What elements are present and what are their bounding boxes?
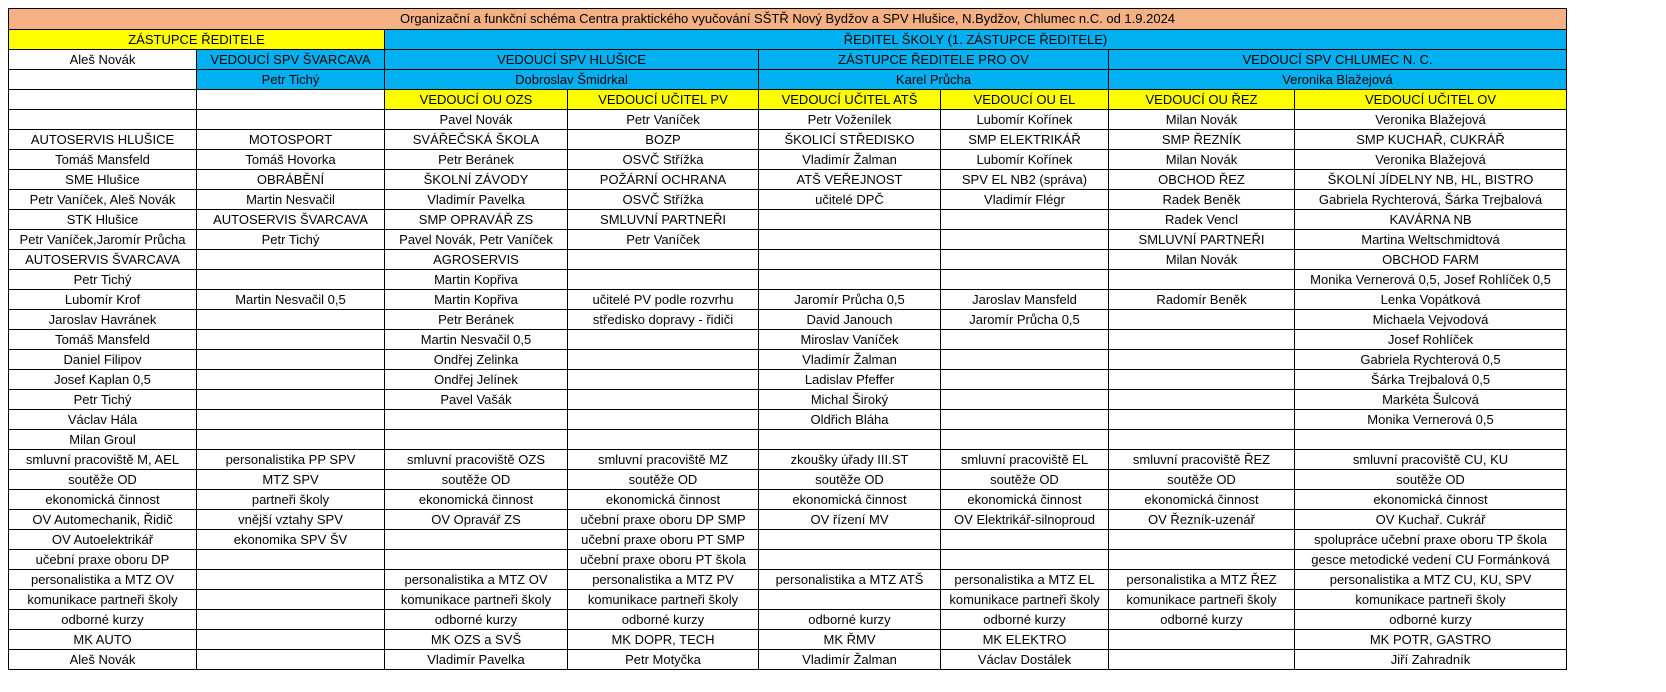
table-cell: Markéta Šulcová: [1295, 390, 1567, 410]
table-cell: MK AUTO: [9, 630, 197, 650]
table-cell: Petr Tichý: [9, 390, 197, 410]
table-cell: odborné kurzy: [568, 610, 759, 630]
table-cell: Ondřej Jelínek: [385, 370, 568, 390]
table-cell: soutěže OD: [385, 470, 568, 490]
table-row: [9, 110, 1567, 130]
table-cell: MTZ SPV: [197, 470, 385, 490]
table-cell: SMP ELEKTRIKÁŘ: [941, 130, 1109, 150]
table-cell: [197, 310, 385, 330]
table-cell: ekonomická činnost: [1295, 490, 1567, 510]
table-row: [9, 190, 1567, 210]
table-cell: smluvní pracoviště OZS: [385, 450, 568, 470]
table-cell: Petr Tichý: [197, 230, 385, 250]
table-cell: Tomáš Hovorka: [197, 150, 385, 170]
chlumec-name: Veronika Blažejová: [1109, 70, 1567, 90]
table-cell: [568, 270, 759, 290]
table-cell: MOTOSPORT: [197, 130, 385, 150]
table-cell: [759, 210, 941, 230]
table-cell: KAVÁRNA NB: [1295, 210, 1567, 230]
table-cell: soutěže OD: [759, 470, 941, 490]
table-cell: [941, 530, 1109, 550]
table-cell: [941, 330, 1109, 350]
table-row: [9, 350, 1567, 370]
table-cell: Daniel Filipov: [9, 350, 197, 370]
table-cell: MK OZS a SVŠ: [385, 630, 568, 650]
table-cell: Ondřej Zelinka: [385, 350, 568, 370]
table-cell: ekonomika SPV ŠV: [197, 530, 385, 550]
table-cell: [1295, 430, 1567, 450]
table-cell: [197, 350, 385, 370]
table-row: [9, 490, 1567, 510]
table-cell: odborné kurzy: [1109, 610, 1295, 630]
zastupce-reditele-header: ZÁSTUPCE ŘEDITELE: [9, 30, 385, 50]
table-cell: [1109, 330, 1295, 350]
table-cell: Martin Nesvačil: [197, 190, 385, 210]
table-cell: SMLUVNÍ PARTNEŘI: [1109, 230, 1295, 250]
table-cell: personalistika a MTZ EL: [941, 570, 1109, 590]
table-cell: personalistika a MTZ PV: [568, 570, 759, 590]
table-cell: [197, 370, 385, 390]
table-cell: Miroslav Vaníček: [759, 330, 941, 350]
table-cell: [941, 370, 1109, 390]
table-cell: Monika Vernerová 0,5: [1295, 410, 1567, 430]
schema-title: Organizační a funkční schéma Centra praktického vyučování SŠTŘ Nový Bydžov a SPV Hlušice, N.Bydžov, Chlumec n.C. od 1.9.2024: [9, 9, 1567, 30]
table-cell: David Janouch: [759, 310, 941, 330]
header-row: [9, 30, 1567, 50]
table-cell: Josef Kaplan 0,5: [9, 370, 197, 390]
table-cell: Jiří Zahradník: [1295, 650, 1567, 670]
table-row: [9, 570, 1567, 590]
table-row: [9, 150, 1567, 170]
table-cell: [941, 230, 1109, 250]
reditel-header: ŘEDITEL ŠKOLY (1. ZÁSTUPCE ŘEDITELE): [385, 30, 1567, 50]
table-cell: Vladimír Žalman: [759, 350, 941, 370]
table-cell: odborné kurzy: [1295, 610, 1567, 630]
table-cell: Václav Dostálek: [941, 650, 1109, 670]
table-row: [9, 170, 1567, 190]
table-cell: Jaromír Průcha 0,5: [759, 290, 941, 310]
table-cell: Pavel Novák, Petr Vaníček: [385, 230, 568, 250]
table-row: [9, 390, 1567, 410]
table-cell: ekonomická činnost: [9, 490, 197, 510]
table-cell: soutěže OD: [941, 470, 1109, 490]
table-cell: [385, 410, 568, 430]
table-cell: OBRÁBĚNÍ: [197, 170, 385, 190]
table-cell: Martin Nesvačil 0,5: [385, 330, 568, 350]
table-cell: personalistika a MTZ OV: [385, 570, 568, 590]
table-cell: komunikace partneři školy: [9, 590, 197, 610]
table-cell: MK DOPR, TECH: [568, 630, 759, 650]
table-cell: soutěže OD: [568, 470, 759, 490]
table-cell: [568, 370, 759, 390]
table-cell: Petr Beránek: [385, 310, 568, 330]
unit-names-row: [9, 70, 1567, 90]
table-cell: ekonomická činnost: [1109, 490, 1295, 510]
table-cell: personalistika a MTZ OV: [9, 570, 197, 590]
table-cell: smluvní pracoviště CU, KU: [1295, 450, 1567, 470]
table-row: [9, 410, 1567, 430]
table-cell: komunikace partneři školy: [385, 590, 568, 610]
table-cell: [759, 270, 941, 290]
section-heads-row: [9, 90, 1567, 110]
table-cell: [568, 390, 759, 410]
table-cell: Jaroslav Havránek: [9, 310, 197, 330]
table-cell: Pavel Vašák: [385, 390, 568, 410]
section-head: VEDOUCÍ UČITEL OV: [1295, 90, 1567, 110]
table-cell: OSVČ Střížka: [568, 150, 759, 170]
table-cell: [197, 410, 385, 430]
table-cell: smluvní pracoviště ŘEZ: [1109, 450, 1295, 470]
cell: [9, 90, 197, 110]
table-cell: [1109, 530, 1295, 550]
table-cell: ekonomická činnost: [385, 490, 568, 510]
table-cell: Petr Motyčka: [568, 650, 759, 670]
title-row: [9, 9, 1567, 30]
ov-name: Karel Průcha: [759, 70, 1109, 90]
table-cell: Veronika Blažejová: [1295, 150, 1567, 170]
table-cell: Petr Voženílek: [759, 110, 941, 130]
table-cell: učitelé PV podle rozvrhu: [568, 290, 759, 310]
table-cell: Radomír Beněk: [1109, 290, 1295, 310]
table-cell: [197, 630, 385, 650]
table-cell: [568, 430, 759, 450]
table-cell: Šárka Trejbalová 0,5: [1295, 370, 1567, 390]
table-cell: odborné kurzy: [759, 610, 941, 630]
table-cell: Vladimír Žalman: [759, 650, 941, 670]
table-cell: komunikace partneři školy: [568, 590, 759, 610]
table-cell: učitelé DPČ: [759, 190, 941, 210]
table-cell: Martin Kopřiva: [385, 270, 568, 290]
table-cell: personalistika a MTZ CU, KU, SPV: [1295, 570, 1567, 590]
table-cell: AUTOSERVIS HLUŠICE: [9, 130, 197, 150]
table-cell: [385, 550, 568, 570]
table-cell: ATŠ VEŘEJNOST: [759, 170, 941, 190]
table-cell: Petr Tichý: [9, 270, 197, 290]
hlusice-name: Dobroslav Šmidrkal: [385, 70, 759, 90]
table-row: [9, 130, 1567, 150]
table-cell: gesce metodické vedení CU Formánková: [1295, 550, 1567, 570]
table-cell: [1109, 390, 1295, 410]
table-row: [9, 510, 1567, 530]
table-cell: Vladimír Pavelka: [385, 190, 568, 210]
table-cell: OV Opravář ZS: [385, 510, 568, 530]
cell: Aleš Novák: [9, 50, 197, 70]
table-cell: [1109, 550, 1295, 570]
table-cell: personalistika a MTZ ATŠ: [759, 570, 941, 590]
table-row: [9, 630, 1567, 650]
table-cell: [1109, 650, 1295, 670]
table-row: [9, 250, 1567, 270]
table-cell: [1109, 430, 1295, 450]
table-cell: [941, 250, 1109, 270]
table-cell: [759, 550, 941, 570]
table-row: [9, 470, 1567, 490]
chlumec-head: VEDOUCÍ SPV CHLUMEC N. C.: [1109, 50, 1567, 70]
section-head: VEDOUCÍ UČITEL ATŠ: [759, 90, 941, 110]
table-cell: Michal Široký: [759, 390, 941, 410]
table-cell: [759, 430, 941, 450]
table-cell: Petr Vaníček: [568, 110, 759, 130]
table-cell: Josef Rohlíček: [1295, 330, 1567, 350]
table-cell: [197, 270, 385, 290]
table-cell: personalistika a MTZ ŘEZ: [1109, 570, 1295, 590]
table-cell: [197, 570, 385, 590]
table-cell: OSVČ Střížka: [568, 190, 759, 210]
table-cell: učební praxe oboru DP: [9, 550, 197, 570]
table-row: [9, 290, 1567, 310]
table-row: [9, 610, 1567, 630]
table-cell: [941, 270, 1109, 290]
table-cell: [759, 250, 941, 270]
table-cell: personalistika PP SPV: [197, 450, 385, 470]
table-cell: soutěže OD: [9, 470, 197, 490]
table-cell: OV řízení MV: [759, 510, 941, 530]
table-cell: OV Kuchař. Cukrář: [1295, 510, 1567, 530]
table-cell: [385, 530, 568, 550]
table-cell: SMP KUCHAŘ, CUKRÁŘ: [1295, 130, 1567, 150]
table-cell: učební praxe oboru PT škola: [568, 550, 759, 570]
table-cell: SMP ŘEZNÍK: [1109, 130, 1295, 150]
table-cell: [1109, 630, 1295, 650]
section-head: VEDOUCÍ UČITEL PV: [568, 90, 759, 110]
table-cell: Martin Kopřiva: [385, 290, 568, 310]
table-cell: [197, 330, 385, 350]
svarcava-head: VEDOUCÍ SPV ŠVARCAVA: [197, 50, 385, 70]
table-row: [9, 590, 1567, 610]
table-cell: [941, 390, 1109, 410]
table-cell: [1109, 370, 1295, 390]
table-cell: komunikace partneři školy: [1295, 590, 1567, 610]
table-cell: OBCHOD ŘEZ: [1109, 170, 1295, 190]
table-cell: partneři školy: [197, 490, 385, 510]
table-cell: Tomáš Mansfeld: [9, 150, 197, 170]
table-cell: AGROSERVIS: [385, 250, 568, 270]
table-cell: Milan Novák: [1109, 250, 1295, 270]
table-cell: OV Elektrikář-silnoproud: [941, 510, 1109, 530]
table-cell: Lenka Vopátková: [1295, 290, 1567, 310]
section-head: VEDOUCÍ OU EL: [941, 90, 1109, 110]
table-cell: Tomáš Mansfeld: [9, 330, 197, 350]
table-cell: smluvní pracoviště MZ: [568, 450, 759, 470]
table-cell: učební praxe oboru DP SMP: [568, 510, 759, 530]
table-cell: OV Autoelektrikář: [9, 530, 197, 550]
section-head: VEDOUCÍ OU ŘEZ: [1109, 90, 1295, 110]
table-cell: středisko dopravy - řidiči: [568, 310, 759, 330]
table-cell: ŠKOLNÍ ZÁVODY: [385, 170, 568, 190]
table-cell: [941, 210, 1109, 230]
table-cell: [1109, 310, 1295, 330]
table-cell: Radek Vencl: [1109, 210, 1295, 230]
table-cell: Vladimír Flégr: [941, 190, 1109, 210]
table-cell: Michaela Vejvodová: [1295, 310, 1567, 330]
table-cell: Jaromír Průcha 0,5: [941, 310, 1109, 330]
table-cell: odborné kurzy: [941, 610, 1109, 630]
svarcava-name: Petr Tichý: [197, 70, 385, 90]
table-cell: Jaroslav Mansfeld: [941, 290, 1109, 310]
table-cell: zkoušky úřady III.ST: [759, 450, 941, 470]
table-cell: ekonomická činnost: [941, 490, 1109, 510]
table-cell: BOZP: [568, 130, 759, 150]
table-cell: ekonomická činnost: [568, 490, 759, 510]
table-cell: [941, 430, 1109, 450]
table-row: [9, 310, 1567, 330]
table-cell: Radek Beněk: [1109, 190, 1295, 210]
table-cell: Veronika Blažejová: [1295, 110, 1567, 130]
table-cell: [568, 330, 759, 350]
table-cell: [759, 530, 941, 550]
table-cell: MK ŘMV: [759, 630, 941, 650]
cell: [197, 90, 385, 110]
table-cell: Petr Vaníček, Aleš Novák: [9, 190, 197, 210]
table-cell: [197, 550, 385, 570]
table-cell: smluvní pracoviště EL: [941, 450, 1109, 470]
table-cell: [197, 590, 385, 610]
table-cell: [197, 430, 385, 450]
table-cell: [1109, 270, 1295, 290]
table-cell: [941, 350, 1109, 370]
table-cell: MK ELEKTRO: [941, 630, 1109, 650]
table-cell: Milan Groul: [9, 430, 197, 450]
table-cell: Petr Beránek: [385, 150, 568, 170]
table-row: [9, 230, 1567, 250]
unit-heads-row: [9, 50, 1567, 70]
table-cell: Gabriela Rychterová 0,5: [1295, 350, 1567, 370]
table-cell: OV Řezník-uzenář: [1109, 510, 1295, 530]
table-cell: [197, 390, 385, 410]
table-cell: Lubomír Kořínek: [941, 110, 1109, 130]
table-cell: Petr Vaníček: [568, 230, 759, 250]
table-cell: [1109, 410, 1295, 430]
table-cell: AUTOSERVIS ŠVARCAVA: [9, 250, 197, 270]
table-cell: MK POTR, GASTRO: [1295, 630, 1567, 650]
table-cell: [385, 430, 568, 450]
table-cell: OBCHOD FARM: [1295, 250, 1567, 270]
table-cell: OV Automechanik, Řidič: [9, 510, 197, 530]
table-cell: odborné kurzy: [385, 610, 568, 630]
table-cell: SMLUVNÍ PARTNEŘI: [568, 210, 759, 230]
table-row: [9, 430, 1567, 450]
table-cell: ŠKOLNÍ JÍDELNY NB, HL, BISTRO: [1295, 170, 1567, 190]
table-row: [9, 370, 1567, 390]
table-cell: STK Hlušice: [9, 210, 197, 230]
table-cell: SVÁŘEČSKÁ ŠKOLA: [385, 130, 568, 150]
ov-head: ZÁSTUPCE ŘEDITELE PRO OV: [759, 50, 1109, 70]
table-row: [9, 210, 1567, 230]
org-schema-table: [8, 8, 1567, 670]
table-cell: [197, 110, 385, 130]
table-cell: Pavel Novák: [385, 110, 568, 130]
table-cell: Milan Novák: [1109, 110, 1295, 130]
table-cell: komunikace partneři školy: [941, 590, 1109, 610]
table-row: [9, 330, 1567, 350]
table-cell: Ladislav Pfeffer: [759, 370, 941, 390]
table-row: [9, 650, 1567, 670]
table-cell: vnější vztahy SPV: [197, 510, 385, 530]
table-cell: [941, 410, 1109, 430]
table-row: [9, 450, 1567, 470]
table-cell: [568, 350, 759, 370]
table-cell: [759, 230, 941, 250]
table-cell: [197, 650, 385, 670]
table-cell: Vladimír Žalman: [759, 150, 941, 170]
table-cell: ŠKOLICÍ STŘEDISKO: [759, 130, 941, 150]
table-row: [9, 550, 1567, 570]
table-cell: Milan Novák: [1109, 150, 1295, 170]
table-cell: smluvní pracoviště M, AEL: [9, 450, 197, 470]
table-row: [9, 530, 1567, 550]
table-cell: Oldřich Bláha: [759, 410, 941, 430]
table-cell: Václav Hála: [9, 410, 197, 430]
cell: [9, 70, 197, 90]
table-cell: soutěže OD: [1109, 470, 1295, 490]
table-cell: [759, 590, 941, 610]
table-cell: [1109, 350, 1295, 370]
table-cell: POŽÁRNÍ OCHRANA: [568, 170, 759, 190]
table-cell: odborné kurzy: [9, 610, 197, 630]
table-cell: Martina Weltschmidtová: [1295, 230, 1567, 250]
table-cell: Petr Vaníček,Jaromír Průcha: [9, 230, 197, 250]
table-cell: Lubomír Krof: [9, 290, 197, 310]
table-cell: Monika Vernerová 0,5, Josef Rohlíček 0,5: [1295, 270, 1567, 290]
table-cell: učební praxe oboru PT SMP: [568, 530, 759, 550]
table-cell: Aleš Novák: [9, 650, 197, 670]
table-cell: Lubomír Kořínek: [941, 150, 1109, 170]
table-cell: [197, 610, 385, 630]
table-cell: [941, 550, 1109, 570]
table-cell: soutěže OD: [1295, 470, 1567, 490]
hlusice-head: VEDOUCÍ SPV HLUŠICE: [385, 50, 759, 70]
table-cell: [197, 250, 385, 270]
table-cell: [568, 250, 759, 270]
table-cell: Martin Nesvačil 0,5: [197, 290, 385, 310]
table-cell: spolupráce učební praxe oboru TP škola: [1295, 530, 1567, 550]
section-head: VEDOUCÍ OU OZS: [385, 90, 568, 110]
table-cell: SPV EL NB2 (správa): [941, 170, 1109, 190]
table-cell: AUTOSERVIS ŠVARCAVA: [197, 210, 385, 230]
table-cell: SMP OPRAVÁŘ ZS: [385, 210, 568, 230]
table-cell: SME Hlušice: [9, 170, 197, 190]
table-cell: ekonomická činnost: [759, 490, 941, 510]
table-cell: komunikace partneři školy: [1109, 590, 1295, 610]
table-cell: [9, 110, 197, 130]
table-row: [9, 270, 1567, 290]
table-cell: [568, 410, 759, 430]
table-cell: Vladimír Pavelka: [385, 650, 568, 670]
table-cell: Gabriela Rychterová, Šárka Trejbalová: [1295, 190, 1567, 210]
